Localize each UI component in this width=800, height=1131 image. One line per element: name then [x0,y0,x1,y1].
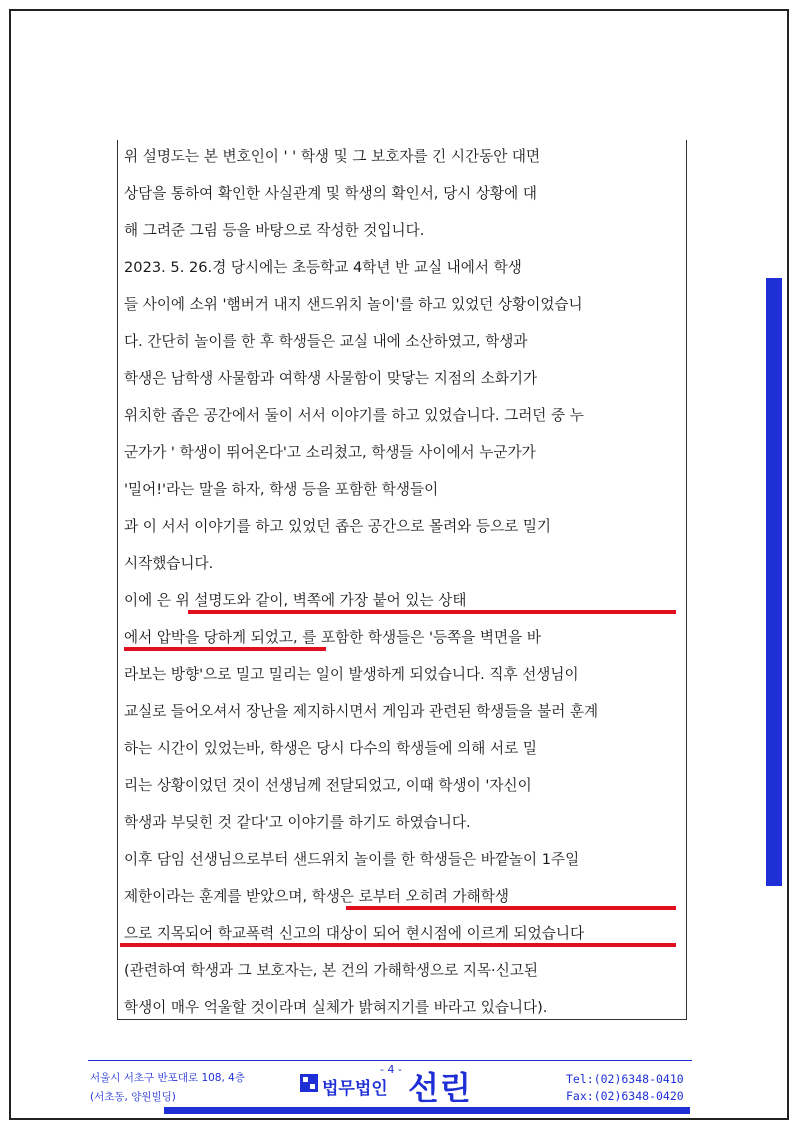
body-line: 2023. 5. 26.경 당시에는 초등학교 4학년 반 교실 내에서 학생 [124,259,522,276]
firm-name-prefix: 법무법인 [322,1079,388,1099]
blue-side-bar [766,278,782,886]
red-underline-mark [346,906,676,910]
footer-address-line: (서초동, 양원빌딩) [90,1091,176,1103]
footer-fax: Fax:(02)6348-0420 [566,1089,684,1103]
body-line: 제한이라는 훈계를 받았으며, 학생은 로부터 오히려 가해학생 [124,888,509,905]
body-line: 학생이 매우 억울할 것이라며 실체가 밝혀지기를 바라고 있습니다). [124,999,548,1016]
footer-tel: Tel:(02)6348-0410 [566,1072,684,1086]
body-line: 시작했습니다. [124,555,214,572]
body-line: 라보는 방향'으로 밀고 밀리는 일이 발생하게 되었습니다. 직후 선생님이 [124,666,579,683]
footer-rule [88,1060,692,1061]
body-line: 하는 시간이 있었는바, 학생은 당시 다수의 학생들에 의해 서로 밀 [124,740,537,757]
body-line: (관련하여 학생과 그 보호자는, 본 건의 가해학생으로 지목·신고된 [124,962,538,979]
body-line: 위 설명도는 본 변호인이 ' ' 학생 및 그 보호자를 긴 시간동안 대면 [124,148,541,165]
body-line: 해 그려준 그림 등을 바탕으로 작성한 것입니다. [124,222,425,239]
body-line: 학생은 남학생 사물함과 여학생 사물함이 맞닿는 지점의 소화기가 [124,370,538,387]
body-line: 이후 담임 선생님으로부터 샌드위치 놀이를 한 학생들은 바깥놀이 1주일 [124,851,580,868]
body-line: 군가가 ' 학생이 뛰어온다'고 소리쳤고, 학생들 사이에서 누군가가 [124,444,536,461]
page-number: - 4 - [380,1063,402,1076]
footer-bar [164,1107,690,1114]
body-line: 들 사이에 소위 '햄버거 내지 샌드위치 놀이'를 하고 있었던 상황이었습니 [124,296,583,313]
body-line: 다. 간단히 놀이를 한 후 학생들은 교실 내에 소산하였고, 학생과 [124,333,528,350]
body-line: 상담을 통하여 확인한 사실관계 및 학생의 확인서, 당시 상황에 대 [124,185,537,202]
body-line: 과 이 서서 이야기를 하고 있었던 좁은 공간으로 몰려와 등으로 밀기 [124,518,552,535]
footer-address-line: 서울시 서초구 반포대로 108, 4층 [90,1072,245,1084]
body-line: 으로 지목되어 학교폭력 신고의 대상이 되어 현시점에 이르게 되었습니다 [124,925,585,942]
body-line: 위치한 좁은 공간에서 둘이 서서 이야기를 하고 있었습니다. 그러던 중 누 [124,407,584,424]
red-underline-mark [124,647,326,651]
red-underline-mark [188,610,676,614]
body-line: '밀어!'라는 말을 하자, 학생 등을 포함한 학생들이 [124,481,439,498]
body-line: 이에 은 위 설명도와 같이, 벽쪽에 가장 붙어 있는 상태 [124,592,467,609]
firm-logo-icon [300,1074,318,1092]
firm-name-logo: 선린 [408,1069,472,1107]
body-line: 학생과 부딪힌 것 같다'고 이야기를 하기도 하였습니다. [124,814,471,831]
body-line: 교실로 들어오셔서 장난을 제지하시면서 게임과 관련된 학생들을 불러 훈계 [124,703,599,720]
body-line: 에서 압박을 당하게 되었고, 를 포함한 학생들은 '등쪽을 벽면을 바 [124,629,541,646]
red-underline-mark [120,943,676,947]
body-line: 리는 상황이었던 것이 선생님께 전달되었고, 이때 학생이 '자신이 [124,777,532,794]
